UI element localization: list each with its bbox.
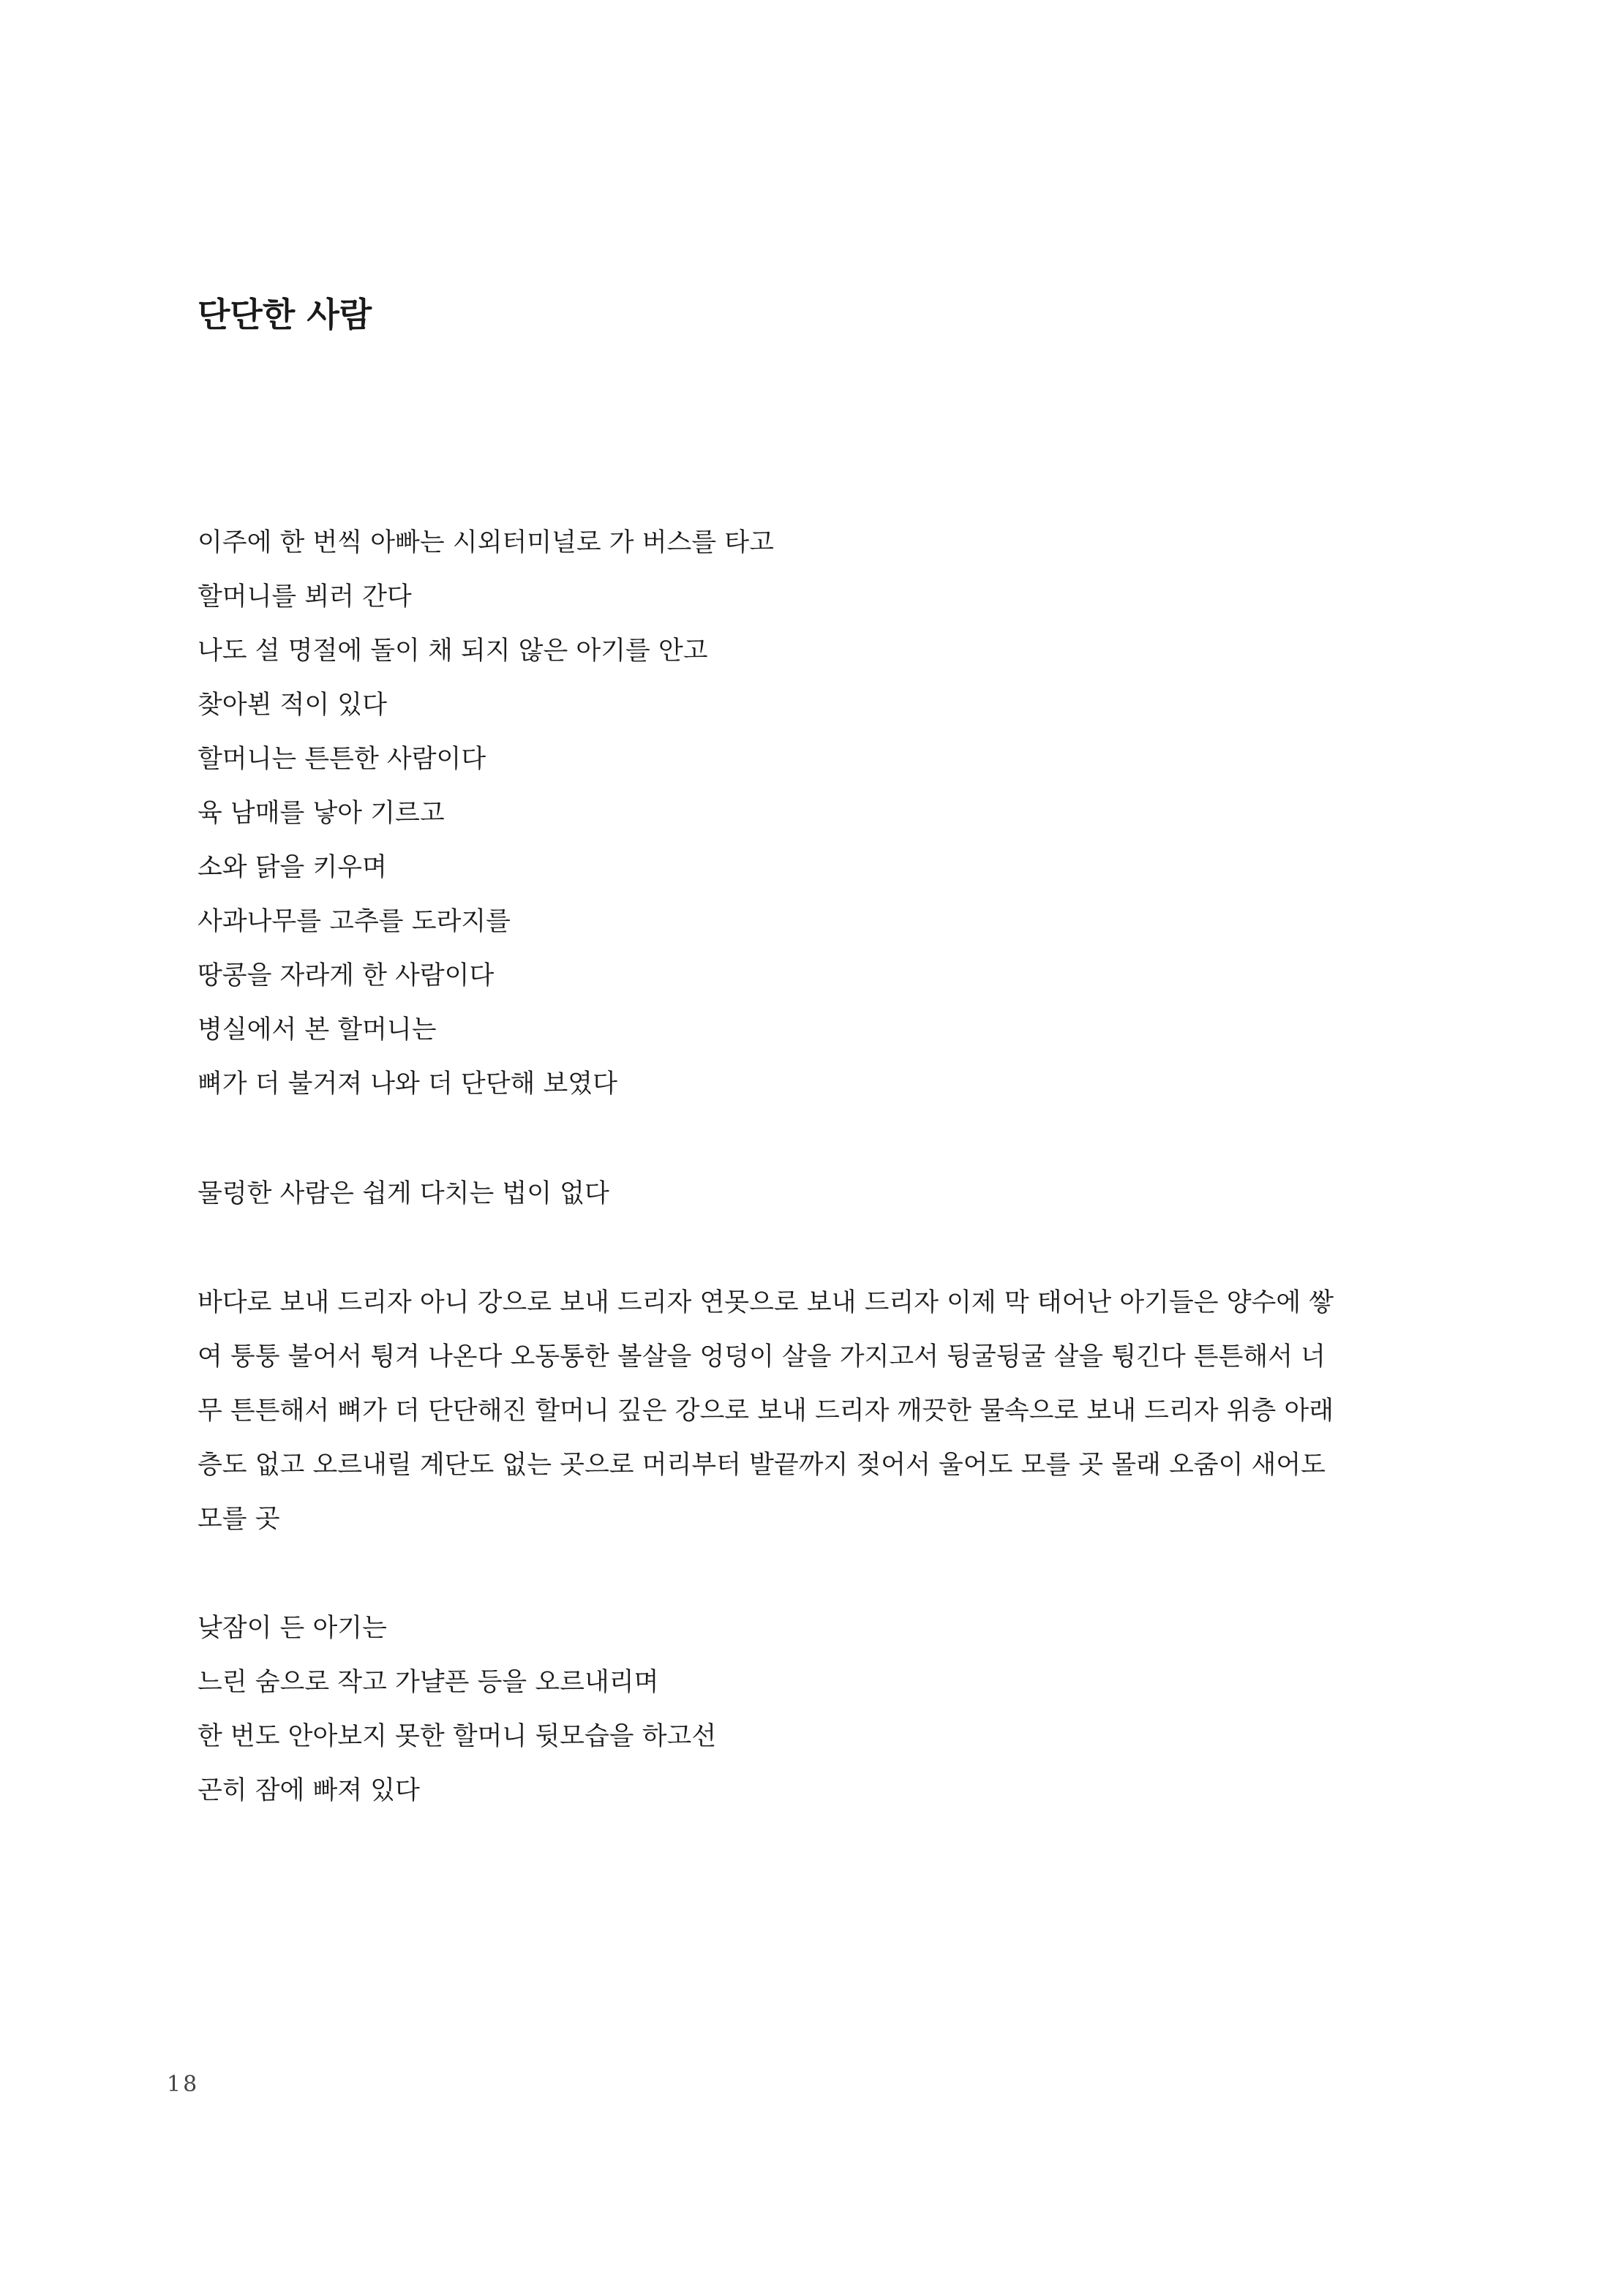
poem-line: 낮잠이 든 아기는 bbox=[198, 1614, 387, 1643]
poem-line: 한 번도 안아보지 못한 할머니 뒷모습을 하고선 bbox=[198, 1722, 717, 1751]
poem-line: 찾아뵌 적이 있다 bbox=[198, 691, 387, 720]
poem-line: 뼈가 더 불거져 나와 더 단단해 보였다 bbox=[198, 1069, 617, 1099]
poem-line: 곤히 잠에 빠져 있다 bbox=[198, 1776, 420, 1805]
poem-line: 층도 없고 오르내릴 계단도 없는 곳으로 머리부터 발끝까지 젖어서 울어도 모를 곳 몰래 오줌이 새어도 bbox=[198, 1451, 1326, 1480]
poem-line: 이주에 한 번씩 아빠는 시외터미널로 가 버스를 타고 bbox=[198, 528, 774, 557]
stanza-3 bbox=[198, 1276, 1334, 1546]
poem-line: 할머니는 튼튼한 사람이다 bbox=[198, 745, 486, 774]
poem-line: 무 튼튼해서 뼈가 더 단단해진 할머니 깊은 강으로 보내 드리자 깨끗한 물속으로 보내 드리자 위층 아래 bbox=[198, 1396, 1334, 1426]
poem-line: 병실에서 본 할머니는 bbox=[198, 1015, 437, 1045]
poem-line: 소와 닭을 키우며 bbox=[198, 853, 387, 882]
poem-line: 육 남매를 낳아 기르고 bbox=[198, 799, 445, 828]
stanza-2 bbox=[198, 1167, 609, 1221]
page-number: 18 bbox=[167, 2072, 200, 2097]
stanza-1 bbox=[198, 516, 774, 1111]
poem-line: 모를 곳 bbox=[198, 1505, 280, 1534]
poem-line: 나도 설 명절에 돌이 채 되지 않은 아기를 안고 bbox=[198, 636, 708, 666]
poem-line: 물렁한 사람은 쉽게 다치는 법이 없다 bbox=[198, 1179, 609, 1208]
poem-line: 느린 숨으로 작고 가냘픈 등을 오르내리며 bbox=[198, 1668, 659, 1697]
poem-line: 사과나무를 고추를 도라지를 bbox=[198, 907, 511, 936]
stanza-4 bbox=[198, 1601, 716, 1818]
poem-line: 바다로 보내 드리자 아니 강으로 보내 드리자 연못으로 보내 드리자 이제 막 태어난 아기들은 양수에 쌓 bbox=[198, 1288, 1334, 1317]
poem-line: 땅콩을 자라게 한 사람이다 bbox=[198, 961, 495, 990]
poem-line: 할머니를 뵈러 간다 bbox=[198, 582, 412, 612]
poem-title: 단단한 사람 bbox=[198, 295, 372, 334]
poem-line: 여 퉁퉁 불어서 튕겨 나온다 오동통한 볼살을 엉덩이 살을 가지고서 뒹굴뒹굴 살을 튕긴다 튼튼해서 너 bbox=[198, 1342, 1326, 1372]
